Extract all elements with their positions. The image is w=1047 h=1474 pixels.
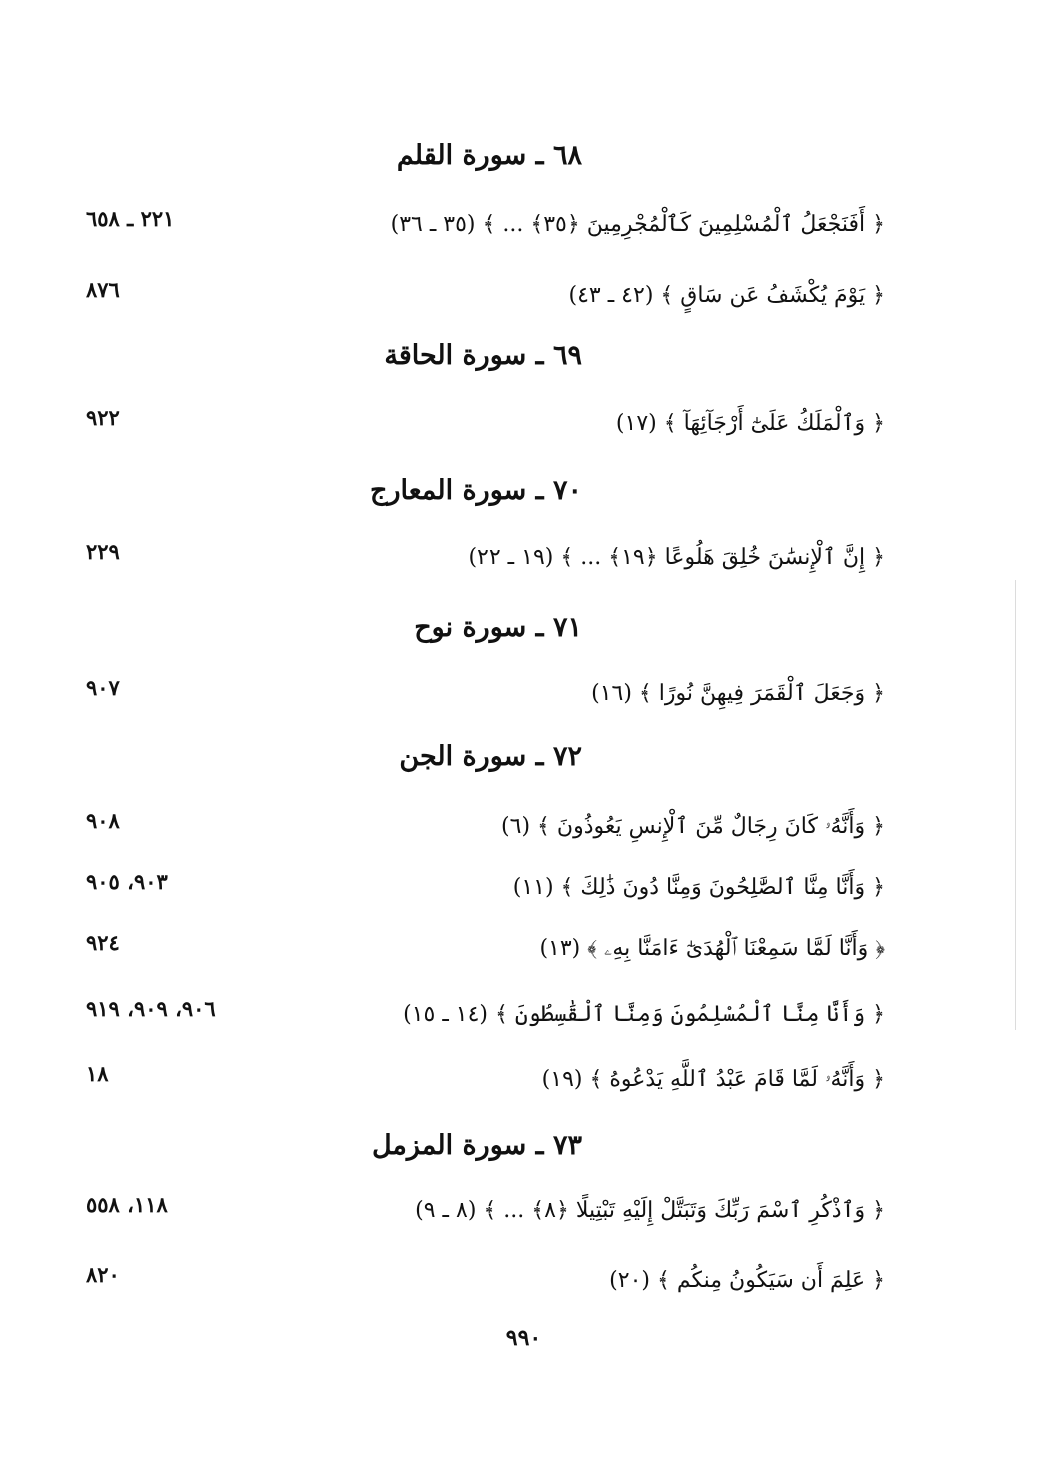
- verse-text: ﴿ عَلِمَ أَن سَيَكُونُ مِنكُم ﴾ (٢٠): [609, 1268, 885, 1293]
- page-references: ٩٠٦، ٩٠٩، ٩١٩: [86, 996, 216, 1021]
- surah-heading: ٦٩ ـ سورة الحاقة: [384, 340, 582, 371]
- surah-heading: ٦٨ ـ سورة القلم: [396, 140, 582, 171]
- page-references: ٩٠٨: [86, 808, 120, 833]
- page-references: ٩٢٢: [86, 405, 120, 430]
- verse-text: ﴿ وَأَنَّهُۥ كَانَ رِجَالٌ مِّنَ ٱلْإِنسِ يَعُوذُونَ ﴾ (٦): [501, 814, 885, 839]
- page-references: ٢٢٩: [86, 539, 120, 564]
- page-number: ٩٩٠: [505, 1325, 542, 1351]
- index-entry: [80, 277, 885, 323]
- verse-text: ﴿ إِنَّ ٱلْإِنسَٰنَ خُلِقَ هَلُوعًا ﴿١٩﴾ ... ﴾ (١٩ ـ ٢٢): [468, 545, 885, 570]
- verse-text: ﴿ وَأَنَّا مِنَّا ٱلصَّٰلِحُونَ وَمِنَّا دُونَ ذَٰلِكَ ﴾ (١١): [512, 875, 885, 900]
- index-entry: [80, 206, 885, 252]
- index-entry: [80, 808, 885, 854]
- verse-text: ﴿ وَأَنَّا مِنَّا ٱلْمُسْلِمُونَ وَمِنَّا ٱلْقَٰسِطُونَ ﴾ (١٤ ـ ١٥): [403, 1002, 885, 1027]
- surah-heading: ٧١ ـ سورة نوح: [414, 612, 582, 643]
- index-entry: [80, 539, 885, 585]
- index-entry: [80, 869, 885, 915]
- scan-edge-line: [1015, 580, 1016, 1030]
- index-entry: [80, 675, 885, 721]
- surah-heading: ٧٠ ـ سورة المعارج: [370, 475, 582, 506]
- index-entry: [80, 405, 885, 451]
- verse-text: ﴿ وَجَعَلَ ٱلْقَمَرَ فِيهِنَّ نُورًا ﴾ (١٦): [591, 681, 885, 706]
- verse-text: ﴿ وَٱذْكُرِ ٱسْمَ رَبِّكَ وَتَبَتَّلْ إِلَيْهِ تَبْتِيلًا ﴿٨﴾ ... ﴾ (٨ ـ ٩): [415, 1198, 885, 1223]
- verse-text: ﴿ وَأَنَّا لَمَّا سَمِعْنَا ٱلْهُدَىٰٓ ءَامَنَّا بِهِۦ ﴾ (١٣): [539, 936, 885, 961]
- page-references: ٩٢٤: [86, 930, 120, 955]
- page-references: ١٨: [86, 1061, 109, 1086]
- index-entry: [80, 1192, 885, 1238]
- index-entry: [80, 1061, 885, 1107]
- page-references: ١١٨، ٥٥٨: [86, 1192, 168, 1217]
- surah-heading: ٧٣ ـ سورة المزمل: [371, 1130, 582, 1161]
- index-entry: [80, 930, 885, 976]
- surah-heading: ٧٢ ـ سورة الجن: [399, 741, 582, 772]
- verse-text: ﴿ وَأَنَّهُۥ لَمَّا قَامَ عَبْدُ ٱللَّهِ يَدْعُوهُ ﴾ (١٩): [541, 1067, 885, 1092]
- page-references: ٨٢٠: [86, 1262, 120, 1287]
- verse-text: ﴿ يَوْمَ يُكْشَفُ عَن سَاقٍ ﴾ (٤٢ ـ ٤٣): [568, 283, 885, 308]
- page-references: ٩٠٧: [86, 675, 120, 700]
- index-entry: [80, 1262, 885, 1308]
- page-references: ٩٠٣، ٩٠٥: [86, 869, 168, 894]
- page-references: ٨٧٦: [86, 277, 120, 302]
- page-references: ٢٢١ ـ ٦٥٨: [86, 206, 175, 231]
- index-entry: [80, 996, 885, 1042]
- verse-text: ﴿ أَفَنَجْعَلُ ٱلْمُسْلِمِينَ كَٱلْمُجْرِمِينَ ﴿٣٥﴾ ... ﴾ (٣٥ ـ ٣٦): [390, 212, 885, 237]
- verse-text: ﴿ وَٱلْمَلَكُ عَلَىٰٓ أَرْجَآئِهَآ ﴾ (١٧): [615, 411, 885, 436]
